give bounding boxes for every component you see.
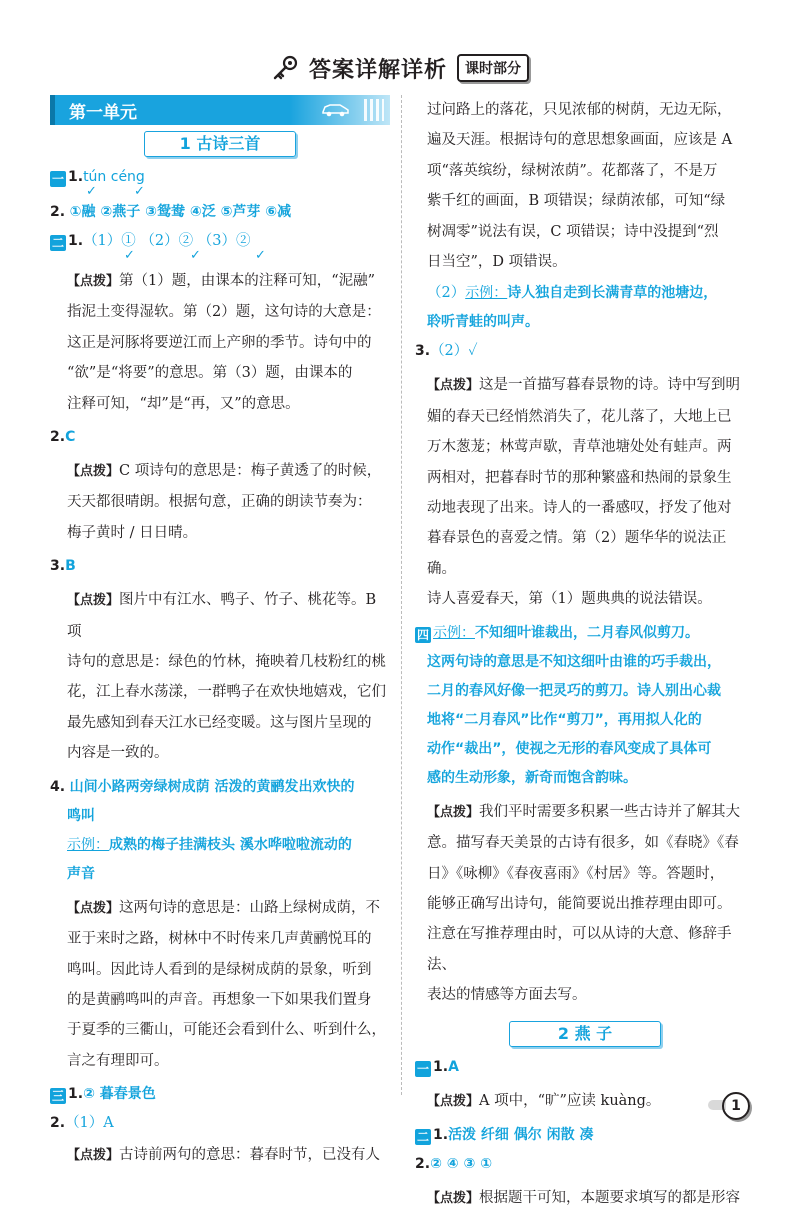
question-number: 1.: [68, 233, 84, 249]
question-number: 4.: [50, 778, 66, 795]
stripe-decoration: [364, 99, 384, 121]
explanation-paragraph: [427, 370, 755, 614]
text-line: 过问路上的落花，只见浓郁的树荫，无边无际，: [427, 102, 732, 118]
car-icon: [320, 101, 350, 117]
tip-label: 【点拨】: [427, 378, 480, 394]
question-number: 1.: [433, 1058, 449, 1075]
answer-text: 山间小路两旁绿树成荫 活泼的黄鹂发出欢快的: [69, 778, 355, 795]
unit-banner: [50, 95, 390, 125]
question-number: 1.: [68, 169, 84, 185]
explanation-paragraph: [67, 893, 390, 1076]
left-column: [50, 95, 390, 1176]
explanation-paragraph: [67, 585, 390, 768]
explanation-paragraph: [427, 797, 755, 1011]
check-marks: [50, 248, 390, 262]
text-line: 我们平时需要多积累一些古诗并了解其大: [479, 803, 741, 820]
answer-text: （1）① （2）② （3）②: [83, 233, 251, 249]
text-line: 这两句诗的意思是：山路上绿树成荫，不: [119, 899, 381, 916]
text-line: 日当空”，D 项错误。: [427, 254, 567, 271]
text-line: 第（1）题，由课本的注释可知，“泥融”: [119, 273, 376, 289]
explanation-paragraph: [427, 95, 755, 277]
check-icon: ✓: [134, 184, 145, 199]
page-number: 1: [722, 1092, 750, 1120]
key-icon: [271, 54, 299, 82]
answer-text: ② 暮春景色: [83, 1086, 156, 1103]
text-line: 媚的春天已经悄然消失了，花儿落了，大地上已: [427, 408, 732, 425]
answer-text: （2）✓: [430, 343, 478, 360]
page-title: 答案详解详析: [308, 57, 447, 83]
section-marker: 二: [416, 1129, 429, 1144]
answer-block: [415, 648, 755, 793]
question-row: [50, 1109, 390, 1138]
section-marker: 一: [416, 1061, 429, 1076]
question-row: [415, 1053, 755, 1082]
section-marker: 三: [51, 1089, 64, 1104]
text-line: 梅子黄时 / 日日晴。: [67, 524, 198, 541]
right-column: [415, 95, 755, 1218]
text-line: C 项诗句的意思是：梅子黄透了的时候，: [119, 463, 382, 480]
answer-text: 成熟的梅子挂满枝头 溪水哗啦啦流动的: [109, 836, 352, 853]
text-line: 两相对，把暮春时节的那种繁盛和热闹的景象生: [427, 469, 732, 486]
answer-text: 这两句诗的意思是不知这细叶由谁的巧手裁出，: [427, 653, 721, 670]
section-marker: 二: [51, 236, 64, 250]
page-header: [0, 50, 800, 86]
text-line: 亚于来时之路，树林中不时传来几声黄鹂悦耳的: [67, 931, 372, 948]
question-row: [50, 198, 390, 227]
question-row: [50, 423, 390, 452]
question-row: [415, 619, 755, 648]
section-marker: 一: [51, 172, 64, 186]
column-divider: [401, 95, 402, 1095]
text-line: 鸣叫。因此诗人看到的是绿树成荫的景象，听到: [67, 961, 372, 978]
tip-label: 【点拨】: [67, 464, 120, 480]
text-line: 暮春景色的喜爱之情。第（2）题华华的说法正确。: [427, 530, 727, 577]
answer-text: 鸣叫: [67, 807, 95, 824]
text-line: 万木葱茏；林莺声歇，青草池塘处处有蛙声。两: [427, 439, 732, 456]
text-line: 项“落英缤纷，绿树浓荫”。花都落了，不是万: [427, 162, 718, 179]
text-line: 注意在写推荐理由时，可以从诗的大意、修辞手法、: [427, 926, 732, 973]
answer-text: 活泼 纤细 偶尔 闲散 凑: [448, 1126, 594, 1143]
answer-text: （1）A: [65, 1115, 114, 1132]
text-line: 意。描写春天美景的古诗有很多，如《春晓》《春: [427, 835, 739, 852]
text-line: 树凋零”说法有误，C 项错误；诗中没提到“烈: [427, 223, 719, 240]
tip-label: 【点拨】: [67, 900, 120, 916]
section-badge: 课时部分: [457, 54, 529, 82]
text-line: 古诗前两句的意思：暮春时节，已没有人: [119, 1147, 381, 1164]
tip-label: 【点拨】: [427, 804, 480, 820]
question-number: 3.: [415, 343, 431, 360]
tip-label: 【点拨】: [67, 593, 120, 609]
check-icon: ✓: [190, 248, 201, 263]
text-line: A 项中，“旷”应读 kuàng。: [479, 1092, 661, 1109]
question-number: 2.: [50, 1115, 66, 1132]
text-line: 日》《咏柳》《春夜喜雨》《村居》等。答题时，: [427, 865, 725, 882]
check-icon: ✓: [124, 248, 135, 263]
example-label: 示例：: [465, 285, 508, 302]
tip-label: 【点拨】: [427, 1190, 480, 1206]
answer-text: ② ④ ③ ①: [430, 1155, 493, 1172]
text-line: 能够正确写出诗句，能简要说出推荐理由即可。: [427, 895, 732, 912]
explanation-paragraph: [67, 456, 390, 548]
question-row: [50, 552, 390, 581]
text-line: 的是黄鹂鸣叫的声音。再想象一下如果我们置身: [67, 991, 372, 1008]
text-line: 紫千红的画面，B 项错误；绿荫浓郁，可知“绿: [427, 193, 726, 210]
answer-text: 诗人独自走到长满青草的池塘边，: [507, 285, 718, 302]
question-row: [415, 337, 755, 366]
question-row: [50, 773, 390, 802]
answer-text: 不知细叶谁裁出，二月春风似剪刀。: [475, 624, 699, 641]
explanation-paragraph: [67, 1140, 390, 1171]
example-row: [50, 831, 390, 860]
answer-text: A: [448, 1058, 459, 1075]
answer-text: C: [65, 429, 76, 446]
explanation-paragraph: [67, 266, 390, 419]
question-number: 2.: [50, 204, 66, 220]
text-line: 于夏季的三衢山，可能还会看到什么、听到什么，: [67, 1022, 386, 1039]
answer-text: 地将“二月春风”比作“剪刀”，再用拟人化的: [427, 711, 702, 728]
text-line: 动地表现了出来。诗人的一番感叹，抒发了他对: [427, 500, 732, 517]
example-label: 示例：: [67, 836, 109, 853]
question-row: [50, 1080, 390, 1109]
answer-text: 二月的春风好像一把灵巧的剪刀。诗人别出心裁: [427, 682, 721, 699]
section-marker: 四: [416, 627, 429, 642]
answer-text: ①融 ②燕子 ③鸳鸯 ④泛 ⑤芦芽 ⑥减: [69, 204, 292, 220]
text-line: 遍及天涯。根据诗句的意思想象画面，应该是 A: [427, 132, 733, 149]
question-number: 3.: [50, 558, 66, 575]
answer-row: [415, 279, 755, 308]
check-marks: [50, 184, 390, 198]
text-line: 根据题干可知，本题要求填写的都是形容: [479, 1189, 741, 1206]
tip-label: 【点拨】: [67, 274, 120, 289]
check-icon: ✓: [255, 248, 266, 263]
question-number: 1.: [68, 1086, 84, 1103]
tip-label: 【点拨】: [427, 1093, 480, 1109]
explanation-paragraph: [427, 1183, 755, 1214]
answer-text: 动作“裁出”，使视之无形的春风变成了具体可: [427, 740, 712, 757]
lesson-title: 2 燕 子: [509, 1021, 661, 1047]
lesson-title: 1 古诗三首: [144, 131, 296, 157]
tip-label: 【点拨】: [67, 1148, 120, 1164]
answer-text: B: [65, 558, 76, 575]
text-line: 表达的情感等方面去写。: [427, 987, 587, 1004]
unit-title: 第一单元: [69, 102, 137, 123]
text-line: 花，江上春水荡漾，一群鸭子在欢快地嬉戏，它们: [67, 684, 386, 701]
text-line: 指泥土变得湿软。第（2）题，这句诗的大意是：: [67, 304, 381, 321]
check-icon: ✓: [86, 184, 97, 199]
text-line: 诗人喜爱春天，第（1）题典典的说法错误。: [427, 591, 712, 608]
text-line: “欲”是“将要”的意思。第（3）题，由课本的: [67, 365, 353, 382]
answer-text: 感的生动形象，新奇而饱含韵味。: [427, 769, 637, 786]
answer-text: 聆听青蛙的叫声。: [427, 314, 539, 331]
question-row: [415, 1150, 755, 1179]
text-line: 最先感知到春天江水已经变暖。这与图片呈现的: [67, 714, 372, 731]
question-row: [415, 1121, 755, 1150]
text-line: 内容是一致的。: [67, 745, 169, 762]
text-line: 图片中有江水、鸭子、竹子、桃花等。B 项: [67, 592, 377, 640]
explanation-paragraph: [427, 1086, 755, 1117]
sub-question-label: （2）: [427, 285, 466, 302]
question-number: 2.: [415, 1155, 431, 1172]
text-line: 这正是河豚将要逆江而上产卵的季节。诗句中的: [67, 334, 372, 351]
text-line: 这是一首描写暮春景物的诗。诗中写到明: [479, 377, 741, 394]
text-line: 注释可知，“却”是“再，又”的意思。: [67, 395, 300, 412]
answer-text: 声音: [67, 865, 95, 882]
text-line: 言之有理即可。: [67, 1052, 169, 1069]
question-number: 1.: [433, 1126, 449, 1143]
question-number: 2.: [50, 429, 66, 446]
pinyin-answer: tún céng: [83, 169, 145, 185]
example-label: 示例：: [433, 624, 475, 641]
text-line: 天天都很晴朗。根据句意，正确的朗读节奏为：: [67, 494, 372, 511]
text-line: 诗句的意思是：绿色的竹林，掩映着几枝粉红的桃: [67, 654, 386, 671]
